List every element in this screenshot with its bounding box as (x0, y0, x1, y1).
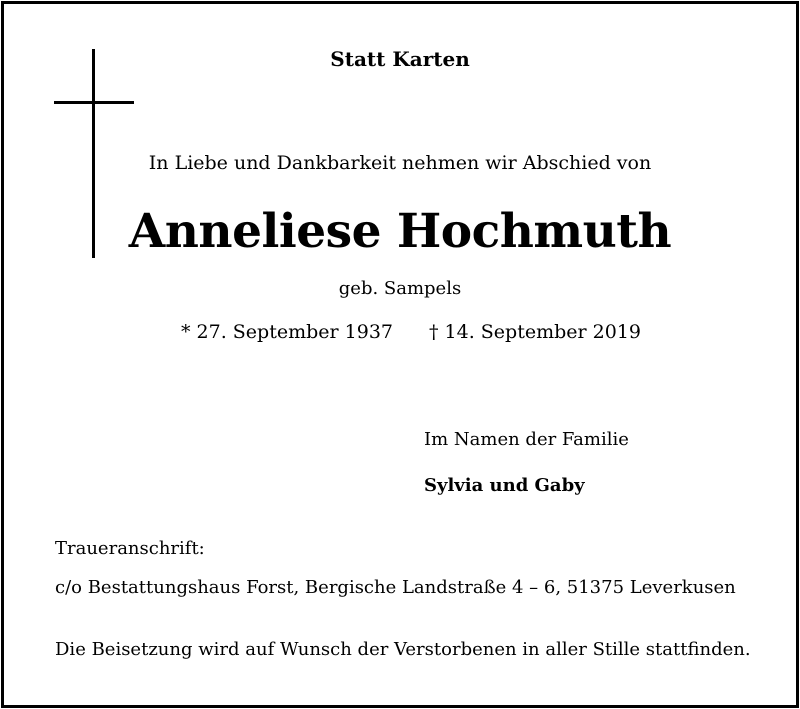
birth-date: * 27. September 1937 (181, 321, 393, 343)
heading-statt-karten: Statt Karten (330, 47, 470, 71)
burial-notice: Die Beisetzung wird auf Wunsch der Verstorbenen in aller Stille stattfinden. (55, 639, 751, 660)
death-date: † 14. September 2019 (429, 321, 641, 343)
intro-text: In Liebe und Dankbarkeit nehmen wir Abschied von (148, 152, 652, 174)
address-label: Traueranschrift: (55, 538, 205, 559)
mourning-address: c/o Bestattungshaus Forst, Bergische Landstraße 4 – 6, 51375 Leverkusen (55, 577, 736, 598)
maiden-name: geb. Sampels (338, 278, 462, 299)
family-label: Im Namen der Familie (424, 429, 629, 450)
announcement-border (1, 1, 799, 708)
family-names: Sylvia und Gaby (424, 475, 585, 496)
cross-horizontal-bar (54, 101, 134, 104)
deceased-name: Anneliese Hochmuth (128, 204, 672, 259)
